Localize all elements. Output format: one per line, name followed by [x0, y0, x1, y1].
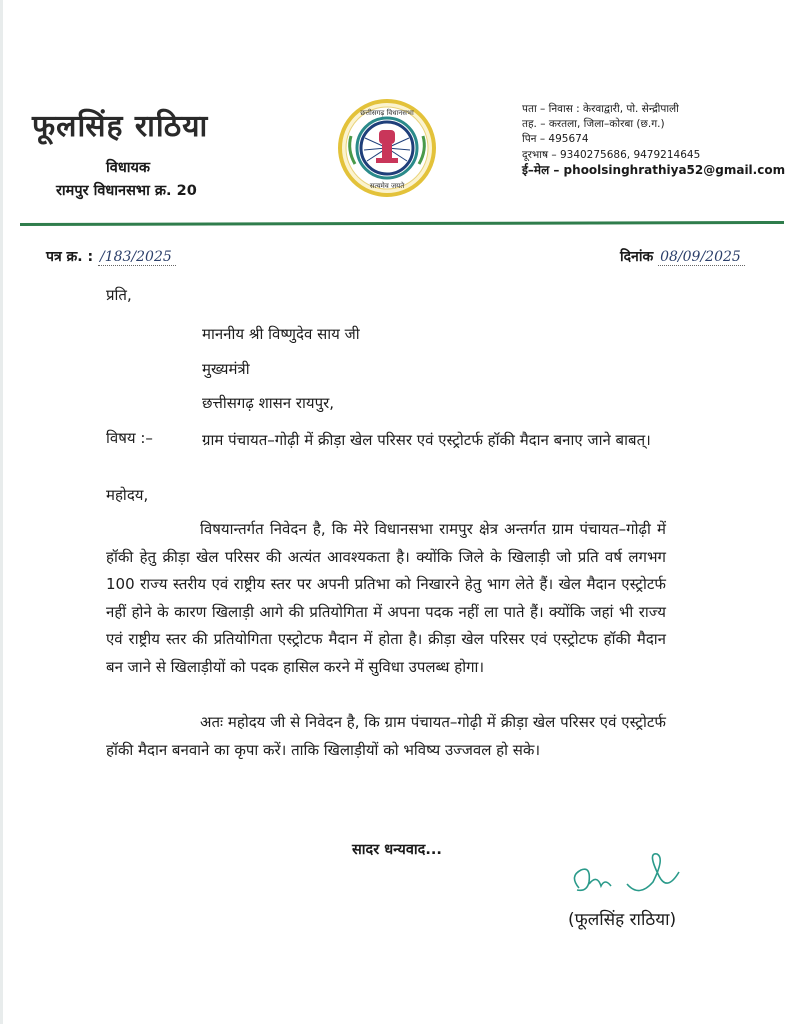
address-line-2: तह. – करतला, जिला–कोरबा (छ.ग.) [522, 118, 665, 131]
address-line-1: पता – निवास : केरवाद्वारी, पो. सेन्द्रीपाली [522, 103, 679, 115]
body-paragraph: अतः महोदय जी से निवेदन है, कि ग्राम पंचायत–गोढ़ी में क्रीड़ा खेल परिसर एवं एस्ट्रोटर्फ हॉकी मैदान बनवाने का कृपा करें। ताकि खिलाड़ीयों को भविष्य उज्जवल हो सके। [106, 713, 666, 759]
letter-number [46, 247, 176, 266]
recipient-line: माननीय श्री विष्णुदेव साय जी [202, 325, 360, 343]
header-divider [20, 221, 784, 226]
pin-code: पिन – 495674 [522, 133, 589, 146]
subject-label: विषय :– [106, 429, 153, 447]
emblem-top-text: छत्तीसगढ़ विधानसभा [360, 109, 414, 117]
letter-number-label: पत्र क्र. : [46, 249, 94, 265]
recipient-line: मुख्यमंत्री [202, 360, 250, 378]
greeting: महोदय, [106, 486, 149, 504]
signer-name: (फूलसिंह राठिया) [568, 910, 677, 930]
emblem-bottom-text: सत्यमेव जयते [369, 182, 405, 190]
vidhan-sabha-emblem-icon [329, 98, 445, 198]
recipient-line: छत्तीसगढ़ शासन रायपुर, [202, 394, 335, 412]
date-label: दिनांक [620, 249, 654, 265]
designation: विधायक [106, 160, 151, 176]
signature-icon [567, 848, 697, 908]
letter-number-value: /183/2025 [98, 249, 176, 266]
email-address: ई–मेल – phoolsinghrathiya52@gmail.com [522, 162, 786, 177]
constituency: रामपुर विधानसभा क्र. 20 [56, 183, 197, 199]
body-paragraph: विषयान्तर्गत निवेदन है, कि मेरे विधानसभा रामपुर क्षेत्र अन्तर्गत ग्राम पंचायत–गोढ़ी में हॉकी हेतु क्रीड़ा खेल परिसर की अत्यंत आवश्यकता है। क्योंकि जिले के खिलाड़ी जो प्रति वर्ष लगभग 100 राज्य स्तरीय एवं राष्ट्रीय स्तर पर अपनी प्रतिभा को निखारने हेतु भाग लेते हैं। खेल मैदान एस्ट्रोटर्फ नहीं होने के कारण खिलाड़ी आगे की प्रतियोगिता में अपना पदक नहीं ला पाते हैं। क्योंकि जहां भी राज्य एवं राष्ट्रीय स्तर की प्रतियोगिता एस्ट्रोटफ मैदान में होता है। क्रीड़ा खेल परिसर एवं एस्ट्रोटफ हॉकी मैदान बन जाने से खिलाड़ीयों को पदक हासिल करने में सुविधा उपलब्ध होगा। [106, 520, 666, 676]
closing-thanks: सादर धन्यवाद... [352, 842, 442, 858]
date-value: 08/09/2025 [658, 249, 745, 266]
contact-block [522, 102, 785, 178]
phone-numbers: दूरभाष – 9340275686, 9479214645 [522, 148, 701, 161]
letter-date [620, 247, 745, 266]
recipient-salutation: प्रति, [106, 286, 132, 304]
subject-text: ग्राम पंचायत–गोढ़ी में क्रीड़ा खेल परिसर एवं एस्ट्रोटर्फ हॉकी मैदान बनाए जाने बाबत्। [202, 431, 651, 449]
mla-name: फूलसिंह राठिया [32, 109, 209, 144]
page-edge [0, 0, 3, 1024]
